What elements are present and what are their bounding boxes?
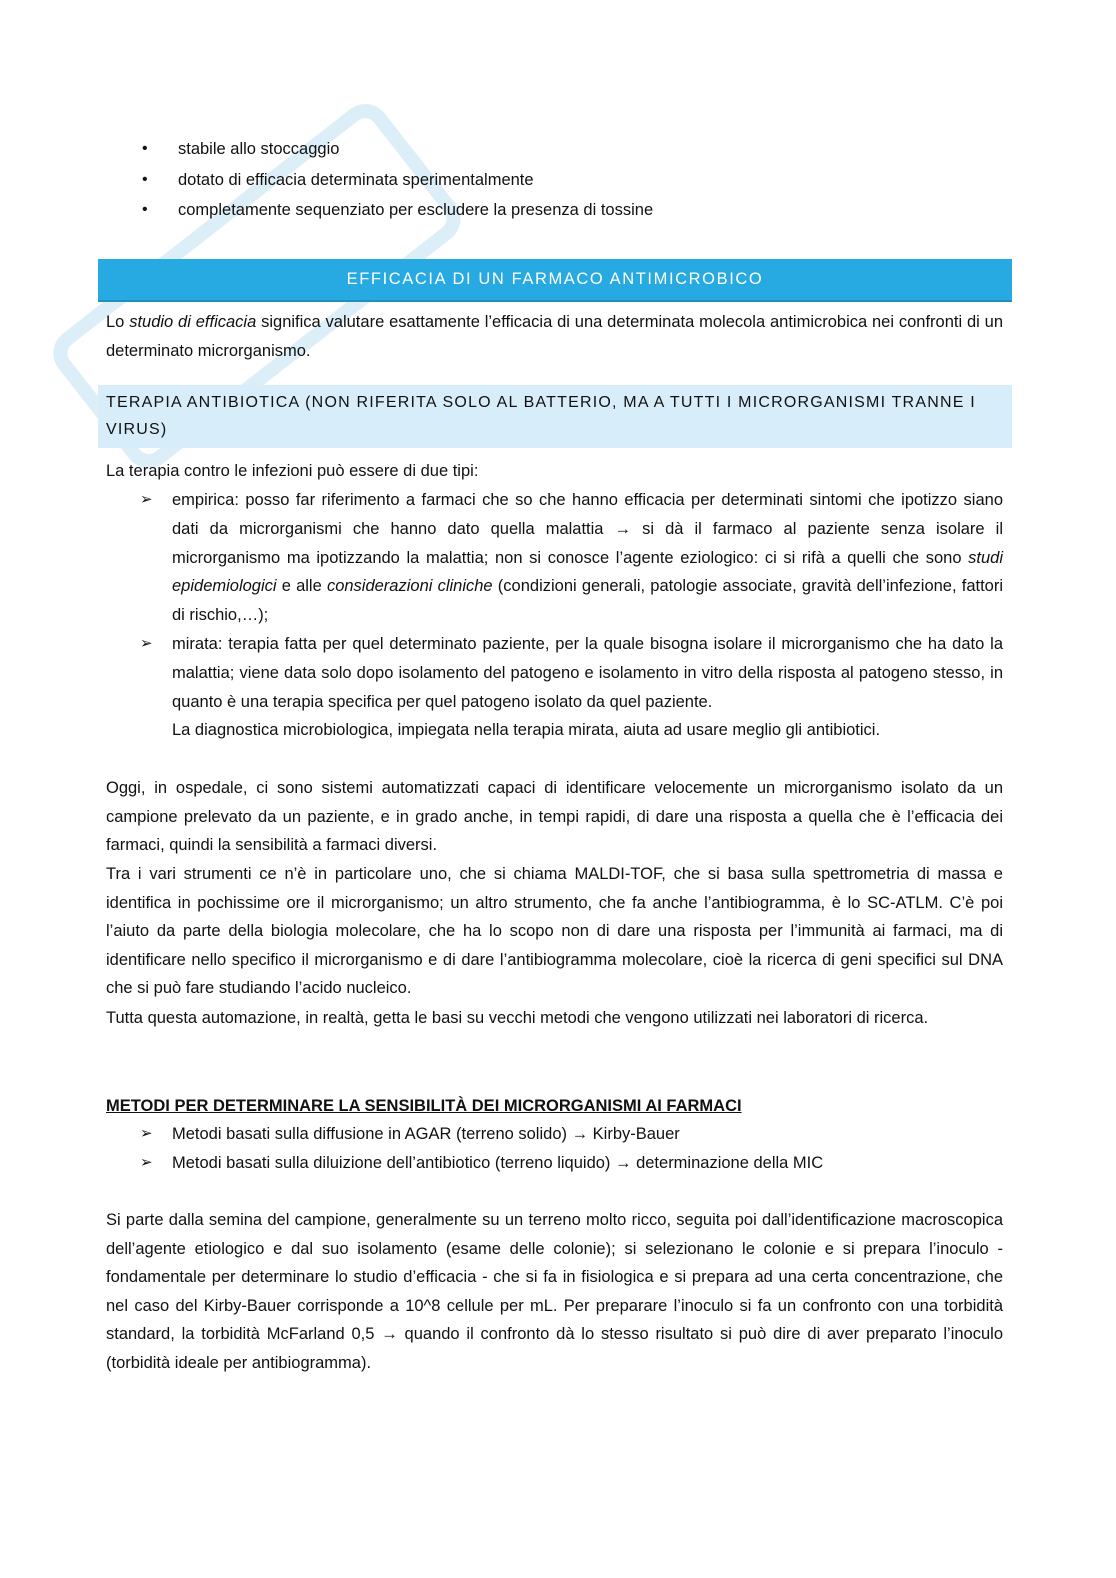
automation-closing: Tutta questa automazione, in realtà, getta le basi su vecchi metodi che vengono utilizzati nei laboratori di ricerca. <box>106 1009 929 1027</box>
methods-heading: METODI PER DETERMINARE LA SENSIBILITÀ DEI MICRORGANISMI AI FARMACI <box>106 1097 742 1115</box>
list-item: • completamente sequenziato per escludere la presenza di tossine <box>140 195 1040 226</box>
therapy-type-list <box>140 486 1003 745</box>
paragraph-text: Lo <box>106 313 130 331</box>
subheading-title: TERAPIA ANTIBIOTICA (NON RIFERITA SOLO AL BATTERIO, MA A TUTTI I MICRORGANISMI TRANNE I VIRUS) <box>106 394 976 438</box>
instruments-paragraph: Tra i vari strumenti ce n’è in particolare uno, che si chiama MALDI-TOF, che si basa sulla spettrometria di massa e identifica in pochissime ore il microrganismo; un altro strumento, che fa anche l’antibiogramma, è lo SC-ATLM. C’è poi l’aiuto da parte della biologia molecolare, che ha lo scopo non di dare una risposta per l’immunità ai farmaci, ma di identificare nello specifico il microrganismo e di dare l’antibiogramma molecolare, cioè la ricerca di geni specifici sul DNA che si può fare studiando l’acido nucleico. <box>106 865 1003 998</box>
section-title: EFFICACIA DI UN FARMACO ANTIMICROBICO <box>98 259 1012 300</box>
list-item: ➢ Metodi basati sulla diluizione dell’antibiotico (terreno liquido) → determinazione della MIC <box>140 1149 1003 1178</box>
diagnostic-note: La diagnostica microbiologica, impiegata nella terapia mirata, aiuta ad usare meglio gli antibiotici. <box>172 721 881 740</box>
efficacy-paragraph <box>106 308 1003 365</box>
final-paragraph: Si parte dalla semina del campione, generalmente su un terreno molto ricco, seguita poi dall’identificazione macroscopica dell’agente etiologico e dal suo isolamento (esame delle colonie); si selezionano le colonie e si prepara l’inoculo - fondamentale per determinare lo studio d’efficacia - che si fa in fisiologica e si prepara ad una certa concentrazione, che nel caso del Kirby-Bauer corrisponde a 10^8 cellule per mL. Per preparare l’inoculo si fa un confronto con una torbidità standard, la torbidità McFarland 0,5 → quando il confronto dà lo stesso risultato si può dire di aver preparato l’inoculo (torbidità ideale per antibiogramma). <box>106 1211 1003 1372</box>
therapy-intro: La terapia contro le infezioni può essere di due tipi: <box>106 462 479 480</box>
list-item: ➢ Metodi basati sulla diffusione in AGAR (terreno solido) → Kirby-Bauer <box>140 1120 1003 1149</box>
methods-list <box>140 1120 1003 1178</box>
intro-bullet-list <box>140 134 1040 226</box>
therapy-mirata-item: ➢ mirata: terapia fatta per quel determinato paziente, per la quale bisogna isolare il microrganismo che ha dato la malattia; viene data solo dopo isolamento del patogeno e isolamento in vitro della risposta al patogeno stesso, in quanto è una terapia specifica per quel patogeno isolato da quel paziente. La diagnostica microbiologica, impiegata nella terapia mirata, aiuta ad usare meglio gli antibiotici. <box>140 630 1003 745</box>
therapy-empirica-item: ➢ empirica: posso far riferimento a farmaci che so che hanno efficacia per determinati sintomi che ipotizzo siano dati da microrganismi che hanno dato quella malattia → si dà il farmaco al paziente senza isolare il microrganismo ma ipotizzando la malattia; non si conosce l’agente eziologico: ci si rifà a quelli che sono studi epidemiologici e alle considerazioni cliniche (condizioni generali, patologie associate, gravità dell’infezione, fattori di rischio,…); <box>140 486 1003 630</box>
emphasis-text: studio di efficacia <box>129 313 257 331</box>
list-item: • stabile allo stoccaggio <box>140 134 1040 165</box>
paragraph-text: significa valutare esattamente l’efficacia di una determinata molecola antimicrobica nei confronti di un determinato microrganismo. <box>106 313 1004 360</box>
automation-paragraph: Oggi, in ospedale, ci sono sistemi automatizzati capaci di identificare velocemente un microrganismo isolato da un campione prelevato da un paziente, e in grado anche, in tempi rapidi, di dare una risposta a quella che è l’efficacia dei farmaci, quindi la sensibilità a farmaci diversi. <box>106 779 1003 855</box>
subheading-bar <box>98 385 1012 448</box>
list-item: • dotato di efficacia determinata sperimentalmente <box>140 165 1040 196</box>
